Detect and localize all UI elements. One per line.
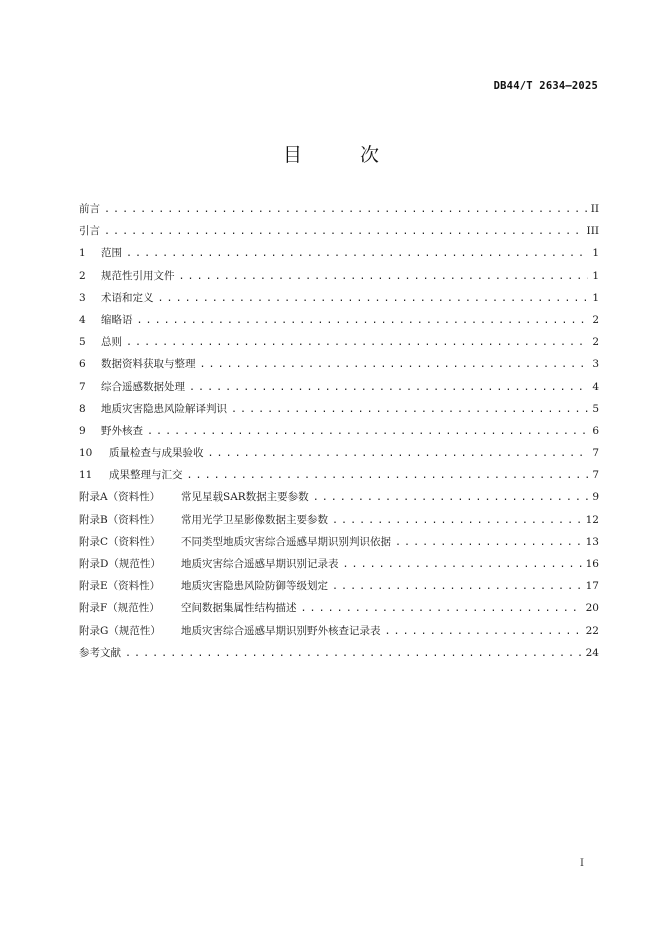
toc-entry-label: 数据资料获取与整理: [101, 358, 196, 371]
toc-entry-label: 野外核查: [101, 424, 143, 437]
toc-entry[interactable]: [79, 420, 599, 442]
toc-entry[interactable]: [79, 486, 599, 508]
toc-entry[interactable]: [79, 198, 599, 220]
toc-entry-label: 地质灾害隐患风险防御等级划定: [181, 580, 328, 593]
toc-entry-number: 2: [79, 269, 86, 282]
toc-entry-page: 20: [585, 602, 599, 615]
toc-entry-leader-dots: [313, 487, 589, 508]
toc-entry-appendix: 附录F（规范性）: [79, 602, 160, 615]
toc-entry-appendix: 附录B（资料性）: [79, 513, 161, 526]
toc-entry-label: 参考文献: [79, 646, 121, 659]
toc-entry[interactable]: [79, 220, 599, 242]
toc-entry[interactable]: [79, 376, 599, 398]
toc-entry-number: 4: [79, 313, 86, 326]
toc-entry-leader-dots: [104, 199, 587, 220]
toc-entry-page: 4: [592, 380, 599, 393]
toc-entry-leader-dots: [189, 377, 588, 398]
toc-entry-leader-dots: [332, 510, 582, 531]
toc-entry-page: 24: [585, 646, 599, 659]
toc-entry-leader-dots: [137, 310, 589, 331]
page-title: 目 次: [282, 144, 406, 166]
toc-entry-leader-dots: [147, 421, 588, 442]
toc-entry-appendix: 附录C（资料性）: [79, 535, 161, 548]
toc-entry-leader-dots: [301, 598, 582, 619]
toc-entry-label: 范围: [101, 247, 122, 260]
toc-entry-page: 1: [592, 247, 599, 260]
toc-entry-label: 综合遥感数据处理: [101, 380, 185, 393]
toc-entry-label: 总则: [101, 336, 122, 349]
toc-entry-page: 7: [592, 469, 599, 482]
toc-entry-page: 1: [592, 269, 599, 282]
toc-entry-leader-dots: [385, 621, 582, 642]
toc-entry-page: III: [586, 225, 599, 238]
toc-entry-leader-dots: [208, 443, 589, 464]
toc-entry[interactable]: [79, 353, 599, 375]
toc-entry-label: 前言: [79, 203, 100, 215]
toc-entry-label: 缩略语: [101, 313, 133, 326]
toc-entry[interactable]: [79, 287, 599, 309]
toc-entry-leader-dots: [343, 554, 582, 575]
toc-entry[interactable]: [79, 620, 599, 642]
toc-entry-page: 6: [592, 424, 599, 437]
toc-entry-label: 规范性引用文件: [101, 269, 175, 282]
toc-entry-appendix: 附录D（规范性）: [79, 558, 161, 570]
toc-entry-page: 2: [592, 313, 599, 326]
toc-entry-label: 地质灾害隐患风险解译判识: [101, 402, 227, 415]
toc-entry-label: 地质灾害综合遥感早期识别记录表: [181, 558, 339, 570]
toc-entry-number: 10: [79, 447, 93, 460]
toc-entry-leader-dots: [125, 643, 582, 664]
toc-entry-leader-dots: [126, 243, 588, 264]
toc-entry[interactable]: [79, 597, 599, 619]
toc-entry-leader-dots: [158, 288, 589, 309]
toc-entry-leader-dots: [126, 332, 588, 353]
toc-entry-leader-dots: [179, 266, 589, 287]
toc-entry-page: 2: [592, 336, 599, 349]
toc-entry-page: 22: [585, 624, 599, 637]
toc-entry-label: 成果整理与汇交: [109, 469, 183, 482]
toc-entry-label: 常见星载SAR数据主要参数: [181, 491, 309, 504]
toc-entry-appendix: 附录G（规范性）: [79, 624, 161, 637]
toc-entry[interactable]: [79, 242, 599, 264]
toc-entry-label: 空间数据集属性结构描述: [181, 602, 297, 615]
toc-entry[interactable]: [79, 531, 599, 553]
toc-entry-page: 3: [592, 358, 599, 371]
toc-entry[interactable]: [79, 309, 599, 331]
toc-entry-number: 8: [79, 402, 86, 415]
toc-entry-page: 9: [592, 491, 599, 504]
toc-entry-page: 12: [585, 513, 599, 526]
toc-entry-number: 5: [79, 336, 86, 349]
toc-entry-number: 9: [79, 424, 86, 437]
toc-entry-leader-dots: [187, 465, 589, 486]
toc-entry-label: 术语和定义: [101, 291, 154, 304]
toc-entry-leader-dots: [104, 221, 583, 242]
toc-entry[interactable]: [79, 265, 599, 287]
toc-entry-number: 1: [79, 247, 86, 260]
toc-entry-label: 引言: [79, 225, 100, 238]
toc-entry-leader-dots: [332, 576, 582, 597]
toc-entry-page: 7: [592, 447, 599, 460]
page-number: I: [580, 858, 584, 869]
toc-entry[interactable]: [79, 442, 599, 464]
toc-entry-page: 16: [585, 558, 599, 570]
toc-entry-label: 不同类型地质灾害综合遥感早期识别判识依据: [181, 535, 391, 548]
table-of-contents: [79, 198, 599, 664]
toc-entry-leader-dots: [395, 532, 582, 553]
toc-entry-number: 3: [79, 291, 86, 304]
toc-entry-label: 地质灾害综合遥感早期识别野外核查记录表: [181, 624, 381, 637]
toc-entry[interactable]: [79, 509, 599, 531]
toc-entry-page: 13: [585, 535, 599, 548]
toc-entry-number: 11: [79, 469, 93, 482]
toc-entry-appendix: 附录E（资料性）: [79, 580, 161, 593]
toc-entry[interactable]: [79, 331, 599, 353]
toc-entry-number: 6: [79, 358, 86, 371]
toc-entry-page: 5: [592, 402, 599, 415]
toc-entry-label: 常用光学卫星影像数据主要参数: [181, 513, 328, 526]
toc-entry[interactable]: [79, 642, 599, 664]
toc-entry[interactable]: [79, 464, 599, 486]
toc-entry[interactable]: [79, 398, 599, 420]
toc-entry-leader-dots: [231, 399, 588, 420]
toc-entry-page: 17: [585, 580, 599, 593]
toc-entry-appendix: 附录A（资料性）: [79, 491, 161, 504]
toc-entry-leader-dots: [200, 354, 589, 375]
toc-entry[interactable]: [79, 553, 599, 575]
toc-entry-number: 7: [79, 380, 86, 393]
toc-entry-page: 1: [592, 291, 599, 304]
document-code: DB44/T 2634—2025: [493, 80, 598, 92]
toc-entry-page: II: [590, 203, 599, 215]
toc-entry[interactable]: [79, 575, 599, 597]
toc-entry-label: 质量检查与成果验收: [109, 447, 204, 460]
